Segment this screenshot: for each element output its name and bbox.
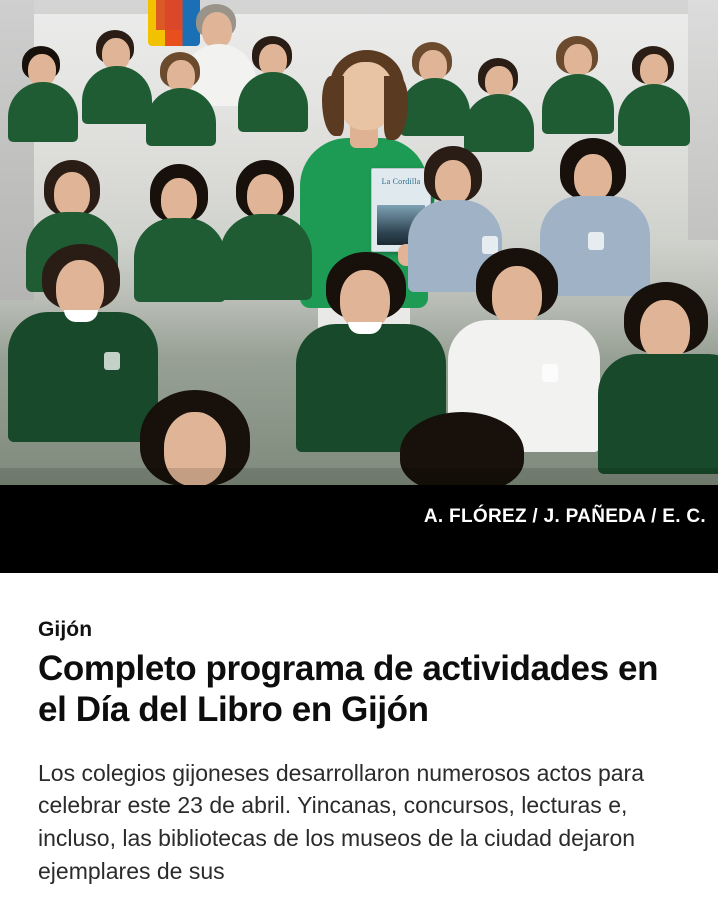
ceiling-shadow bbox=[34, 0, 688, 14]
decorative-banner-secondary bbox=[156, 0, 182, 30]
photo-credit: A. FLÓREZ / J. PAÑEDA / E. C. bbox=[423, 506, 706, 527]
photo-caption-bar bbox=[0, 485, 718, 573]
book-cover-title: La Cordilla bbox=[381, 177, 421, 186]
foreground-shadow bbox=[0, 468, 718, 485]
article-kicker[interactable]: Gijón bbox=[38, 618, 93, 641]
article-text-block bbox=[0, 573, 718, 900]
article-standfirst: Los colegios gijoneses desarrollaron numerosos actos para celebrar este 23 de abril. Yincanas, concursos, lecturas e, incluso, las bibliotecas de los museos de la ciudad dejaron ejemplares de sus bbox=[38, 759, 645, 884]
wall-panel-right bbox=[688, 0, 718, 240]
page-title: Completo programa de actividades en el Día del Libro en Gijón bbox=[38, 649, 659, 730]
